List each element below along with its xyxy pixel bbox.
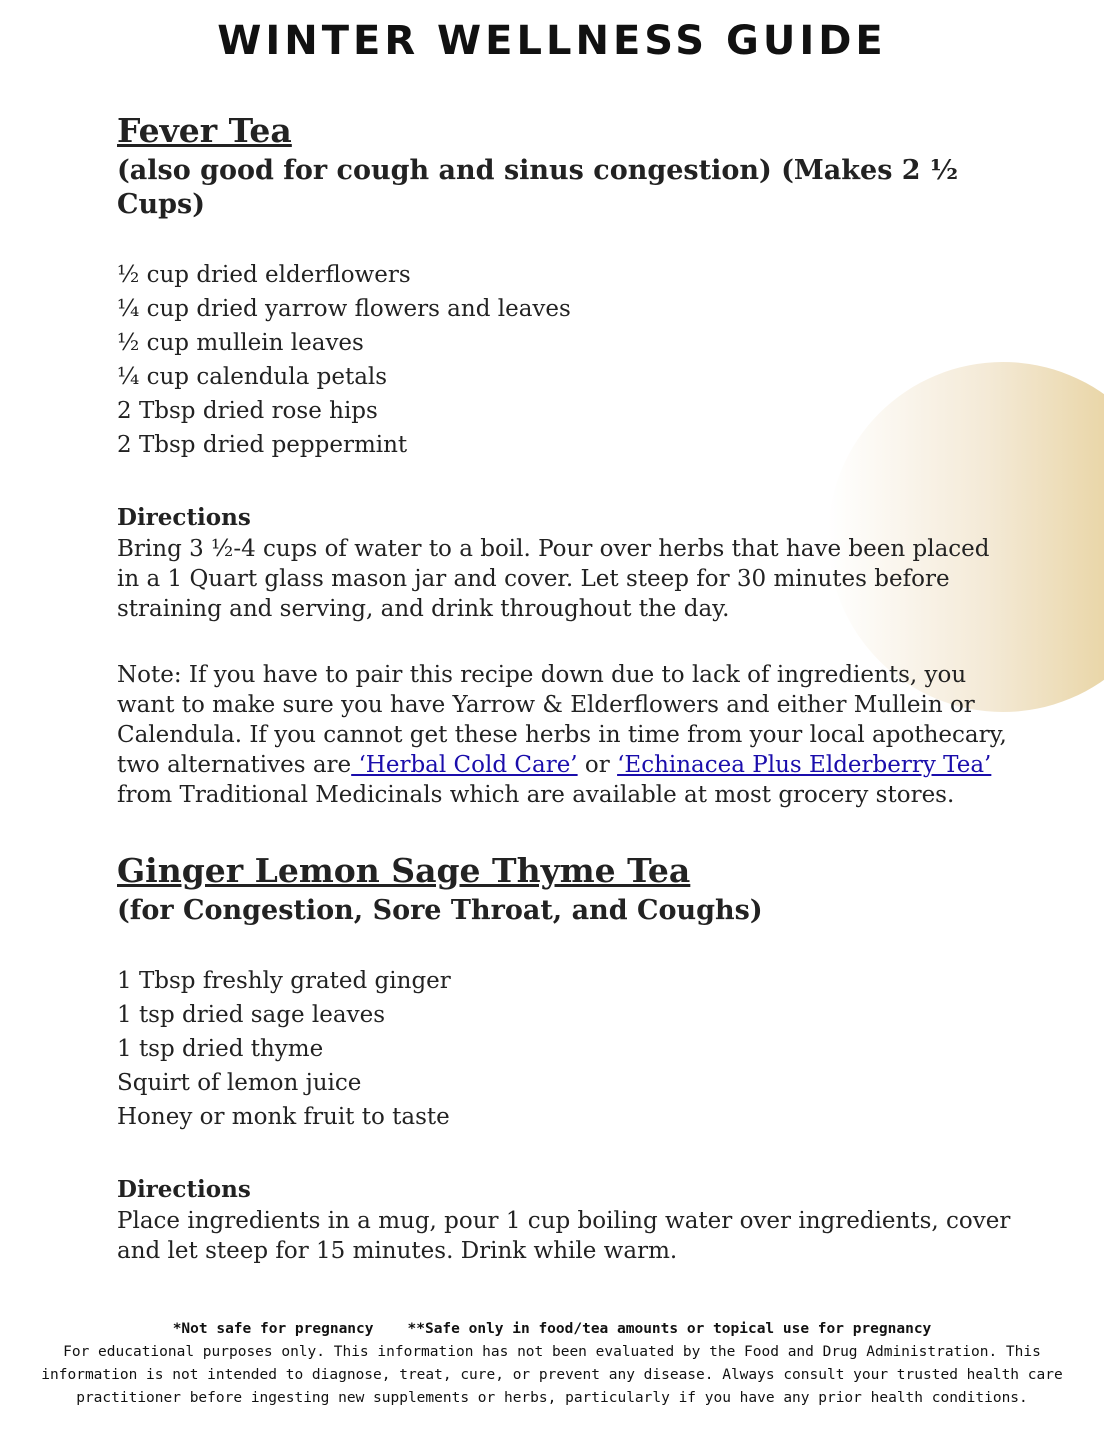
ingredient-item: Squirt of lemon juice <box>117 1070 362 1096</box>
footer-disclaimer <box>30 1318 1074 1410</box>
note-text: or <box>577 752 618 778</box>
ingredient-item: 1 Tbsp freshly grated ginger <box>117 968 451 994</box>
echinacea-elderberry-tea-link[interactable]: ‘Echinacea Plus Elderberry Tea’ <box>617 752 992 778</box>
ingredient-item: 1 tsp dried sage leaves <box>117 1002 385 1028</box>
disclaimer-text: For educational purposes only. This information has not been evaluated by the Food and Drug Administration. This information is not intended to diagnose, treat, cure, or prevent any disease. Always consult your trusted health care practitioner before ingesting new supplements or herbs, particularly if you have any prior health conditions. <box>41 1344 1063 1406</box>
ingredient-item: 2 Tbsp dried rose hips <box>117 398 378 424</box>
recipe-fever-tea <box>117 110 1017 810</box>
directions-text: Bring 3 ½-4 cups of water to a boil. Pour over herbs that have been placed in a 1 Quart glass mason jar and cover. Let steep for 30 minutes before straining and serving, and drink throughout the day. <box>117 536 990 622</box>
recipe-title: Fever Tea <box>117 111 292 150</box>
herbal-cold-care-link[interactable]: ‘Herbal Cold Care’ <box>351 752 578 778</box>
recipe-title: Ginger Lemon Sage Thyme Tea <box>117 851 691 890</box>
directions-heading: Directions <box>117 504 251 531</box>
directions-text: Place ingredients in a mug, pour 1 cup boiling water over ingredients, cover and let steep for 15 minutes. Drink while warm. <box>117 1208 1011 1264</box>
ingredient-item: ¼ cup calendula petals <box>117 364 388 390</box>
recipe-subtitle: (also good for cough and sinus congestion) (Makes 2 ½ Cups) <box>117 155 959 220</box>
ingredient-item: ¼ cup dried yarrow flowers and leaves <box>117 296 571 322</box>
recipe-ginger-lemon-sage-thyme-tea <box>117 850 1017 1266</box>
note-text: Note: If you have to pair this recipe down due to lack of ingredients, you want to make sure you have Yarrow & Elderflowers and either Mullein or Calendula. If you cannot get these herbs in time from your local apothecary, two alternatives are <box>117 662 1007 778</box>
note-paragraph <box>117 660 1017 810</box>
directions-heading: Directions <box>117 1176 251 1203</box>
ingredient-item: 1 tsp dried thyme <box>117 1036 324 1062</box>
note-text: from Traditional Medicinals which are available at most grocery stores. <box>117 782 955 808</box>
ingredient-item: ½ cup mullein leaves <box>117 330 364 356</box>
ingredient-item: ½ cup dried elderflowers <box>117 262 411 288</box>
pregnancy-warning-limited: **Safe only in food/tea amounts or topical use for pregnancy <box>407 1321 932 1337</box>
ingredient-list <box>117 258 1017 462</box>
ingredient-item: Honey or monk fruit to taste <box>117 1104 450 1130</box>
recipe-subtitle: (for Congestion, Sore Throat, and Coughs) <box>117 895 763 926</box>
guide-content <box>117 110 1017 1266</box>
page-title: WINTER WELLNESS GUIDE <box>217 18 887 64</box>
ingredient-list <box>117 964 1017 1134</box>
pregnancy-warnings <box>30 1318 1074 1341</box>
pregnancy-warning-unsafe: *Not safe for pregnancy <box>172 1321 374 1337</box>
ingredient-item: 2 Tbsp dried peppermint <box>117 432 408 458</box>
